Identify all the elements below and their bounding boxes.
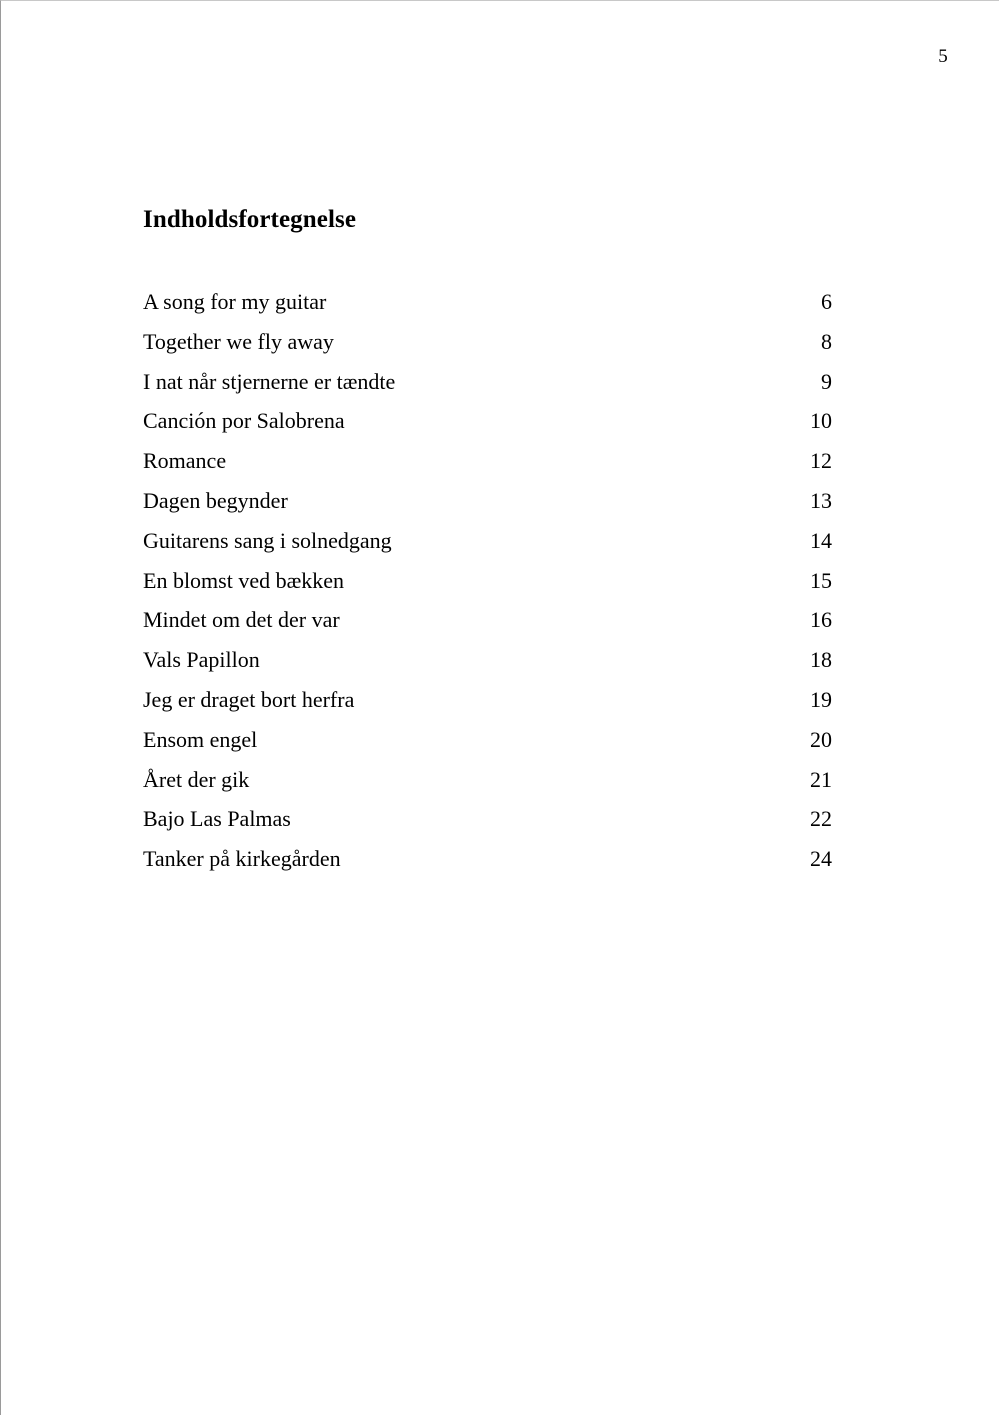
toc-entry-title: Mindet om det der var	[143, 607, 340, 633]
toc-entry-page: 10	[810, 408, 832, 434]
toc-entry-title: Guitarens sang i solnedgang	[143, 527, 392, 553]
toc-entry-title: A song for my guitar	[143, 289, 327, 314]
toc-entry-page: 16	[810, 607, 832, 633]
toc-entry	[143, 445, 832, 485]
toc-entry-page: 8	[821, 328, 832, 354]
toc-entry	[143, 525, 832, 565]
toc-entry	[143, 405, 832, 445]
toc-entry	[143, 485, 832, 525]
table-of-contents	[143, 286, 832, 883]
toc-entry-title: Året der gik	[143, 766, 250, 792]
toc-entry-title: Canción por Salobrena	[143, 408, 345, 434]
toc-entry-page: 13	[810, 487, 832, 513]
toc-entry	[143, 604, 832, 644]
toc-entry-page: 20	[810, 726, 832, 752]
toc-entry-page: 18	[810, 647, 832, 673]
toc-entry	[143, 644, 832, 684]
toc-entry	[143, 764, 832, 804]
toc-heading: Indholdsfortegnelse	[143, 206, 357, 233]
toc-entry-title: Ensom engel	[143, 726, 258, 752]
toc-entry-page: 6	[821, 289, 832, 314]
toc-entry	[143, 684, 832, 724]
toc-entry	[143, 803, 832, 843]
toc-entry-page: 21	[810, 766, 832, 792]
page-number: 5	[938, 46, 948, 67]
toc-entry-page: 22	[810, 806, 832, 832]
toc-entry-title: Together we fly away	[143, 328, 334, 354]
toc-entry-title: En blomst ved bækken	[143, 567, 345, 593]
toc-entry-title: I nat når stjernerne er tændte	[143, 368, 396, 394]
toc-entry	[143, 565, 832, 605]
toc-entry	[143, 326, 832, 366]
toc-entry	[143, 843, 832, 883]
toc-entry-title: Bajo Las Palmas	[143, 806, 291, 832]
toc-entry-page: 9	[821, 368, 832, 394]
toc-entry-title: Dagen begynder	[143, 487, 288, 513]
toc-entry-page: 14	[810, 527, 832, 553]
toc-entry-page: 24	[810, 846, 832, 872]
toc-entry-title: Jeg er draget bort herfra	[143, 686, 355, 712]
toc-entry-page: 15	[810, 567, 832, 593]
toc-entry-title: Tanker på kirkegården	[143, 846, 341, 872]
toc-entry	[143, 366, 832, 406]
toc-entry-title: Vals Papillon	[143, 647, 260, 673]
toc-entry-page: 12	[810, 448, 832, 474]
toc-entry	[143, 286, 832, 326]
toc-entry-page: 19	[810, 686, 832, 712]
toc-entry	[143, 724, 832, 764]
toc-entry-title: Romance	[143, 448, 227, 474]
